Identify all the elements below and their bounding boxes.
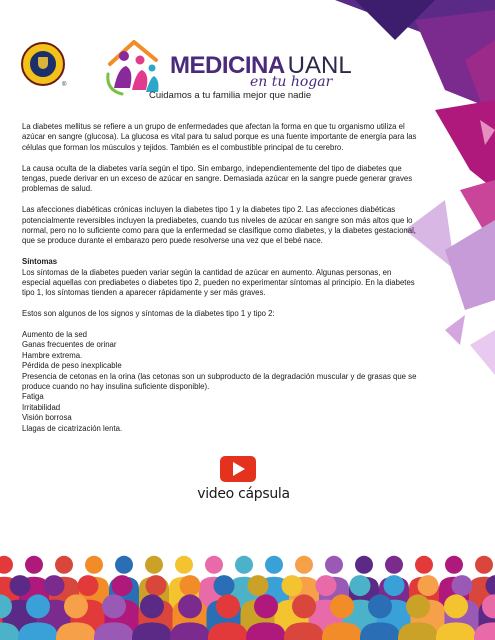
brand-name: MEDICINA <box>170 52 285 79</box>
symptoms-list <box>22 330 422 434</box>
symptoms-intro: Los síntomas de la diabetes pueden variar según la cantidad de azúcar en aumento. Algunas personas, en especial aquellas con prediabetes o diabetes tipo 2, pueden no experimentar síntomas al principio. En la diabetes tipo 1, los síntomas tienden a aparecer rápidamente y ser más graves. <box>22 267 415 298</box>
list-item: Fatiga <box>22 392 44 402</box>
video-capsule-link[interactable] <box>196 456 291 512</box>
play-video-icon[interactable] <box>220 456 256 482</box>
paragraph: Las afecciones diabéticas crónicas incluyen la diabetes tipo 1 y la diabetes tipo 2. Las afecciones diabéticas potencialmente reversibles incluyen la prediabetes, cuando tus niveles de azúcar en sangre son más altos que lo normal, pero no lo suficiente como para que la enfermedad se clasifique como diabetes, y la diabetes gestacional, que se produce durante el embarazo pero puede resolverse una vez que el bebé nace. <box>22 205 416 246</box>
brand-tagline: Cuidamos a tu familia mejor que nadie <box>149 90 312 101</box>
video-capsule-label[interactable]: video cápsula <box>197 486 290 502</box>
family-house-logo-icon <box>104 34 168 96</box>
list-item: Ganas frecuentes de orinar <box>22 340 117 350</box>
brand-script: en tu hogar <box>250 74 333 90</box>
list-item: Irritabilidad <box>22 402 61 412</box>
paragraph: La causa oculta de la diabetes varía según el tipo. Sin embargo, independientemente del tipo de diabetes que tengas, puede derivar en un exceso de azúcar en sangre. Demasiada azúcar en la sangre puede generar graves problemas de salud. <box>22 163 413 194</box>
registered-mark: ® <box>62 82 67 88</box>
list-item: Pérdida de peso inexplicable <box>22 361 122 371</box>
article-body <box>22 122 422 434</box>
list-intro: Estos son algunos de los signos y síntomas de la diabetes tipo 1 y tipo 2: <box>22 309 275 319</box>
list-item: Aumento de la sed <box>22 330 88 340</box>
list-item: Presencia de cetonas en la orina (las cetonas son un subproducto de la degradación muscular y de grasas que se produce cuando no hay insulina suficiente disponible). <box>22 371 417 392</box>
brand-org: UANL <box>287 52 352 79</box>
paragraph: La diabetes mellitus se refiere a un grupo de enfermedades que afectan la forma en que tu organismo utiliza el azúcar en sangre (glucosa). La glucosa es vital para tu salud porque es una fuente importante de energía para las células que forman los músculos y tejidos. También es el combustible principal de tu cerebro. <box>22 122 417 152</box>
university-seal-icon <box>21 42 65 86</box>
symptoms-heading: Síntomas <box>22 257 58 267</box>
crowd-illustration <box>0 510 495 640</box>
list-item: Visión borrosa <box>22 413 72 423</box>
list-item: Llagas de cicatrización lenta. <box>22 423 123 433</box>
list-item: Hambre extrema. <box>22 350 83 360</box>
